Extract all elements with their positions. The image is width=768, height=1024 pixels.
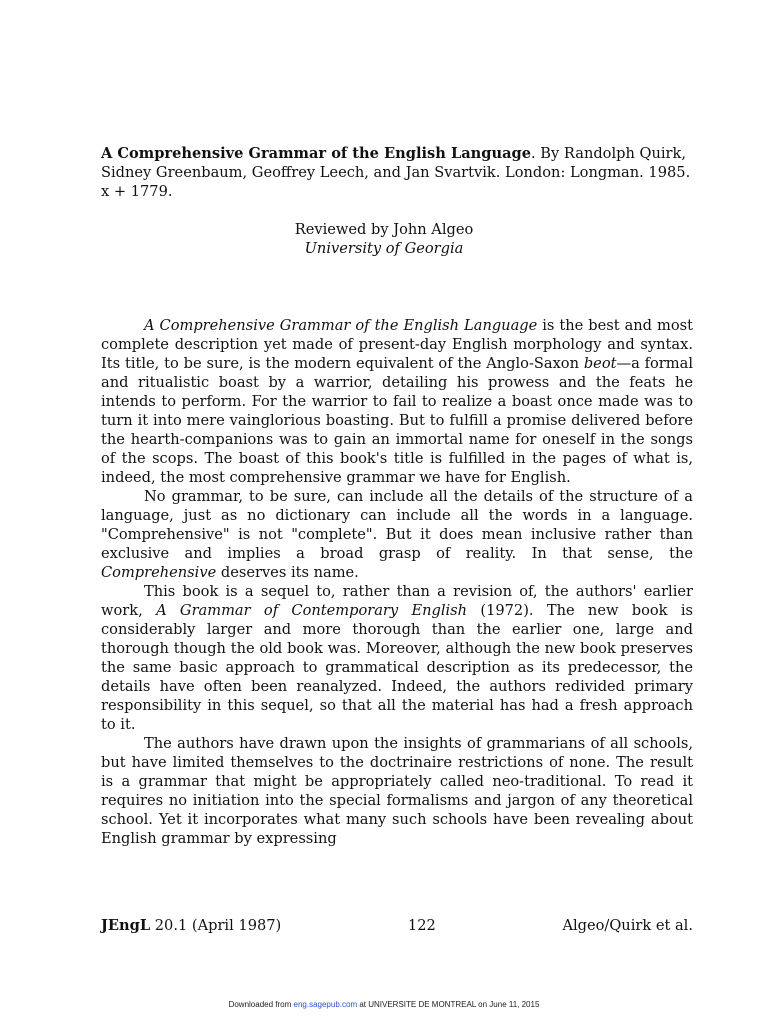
download-notice: Downloaded from eng.sagepub.com at UNIVERSITE DE MONTREAL on June 11, 2015 xyxy=(228,1000,540,1009)
paragraph-4: The authors have drawn upon the insights of grammarians of all schools, but have limited themselves to the doctrinaire restrictions of none. The result is a grammar that might be appropriately called neo-traditional. To read it requires no initiation into the special formalisms and jargon of any theoretical school. Yet it incorporates what many such schools have been revealing about English grammar by expressing xyxy=(101,735,693,847)
comprehensive-word: Comprehensive xyxy=(101,564,217,581)
running-head: Algeo/Quirk et al. xyxy=(562,917,693,934)
journal-name: JEngL xyxy=(101,917,151,934)
paragraph-2: No grammar, to be sure, can include all the details of the structure of a language, just as no dictionary can include all the words in a language. "Comprehensive" is not "complete". But it does mean inclusive rather than exclusive and implies a broad grasp of reality. In that sense, the Comprehensive deserves its name. xyxy=(101,488,693,581)
review-body xyxy=(101,316,693,848)
reviewer-name: Reviewed by John Algeo xyxy=(294,221,474,238)
beot-word: beot xyxy=(583,355,617,372)
source-link[interactable]: eng.sagepub.com xyxy=(293,1000,358,1009)
page-number: 122 xyxy=(407,917,436,934)
paragraph-1: A Comprehensive Grammar of the English Language is the best and most complete description yet made of present-day English morphology and syntax. Its title, to be sure, is the modern equivalent of the Anglo-Saxon beot—a formal and ritualistic boast by a warrior, detailing his prowess and the feats he intends to perform. For the warrior to fail to realize a boast once made was to turn it into mere vainglorious boasting. But to fulfill a promise delivered before the hearth-companions was to gain an immortal name for oneself in the songs of the scops. The boast of this book's title is fulfilled in the pages of what is, indeed, the most comprehensive grammar we have for English. xyxy=(101,317,693,486)
journal-issue: JEngL 20.1 (April 1987) xyxy=(101,917,282,934)
earlier-book-title: A Grammar of Contemporary English xyxy=(156,602,468,619)
book-citation xyxy=(101,144,693,201)
book-title-italic: A Comprehensive Grammar of the English Language xyxy=(144,317,538,334)
page-footer xyxy=(101,916,693,935)
reviewer-block xyxy=(0,220,768,258)
reviewer-affiliation: University of Georgia xyxy=(304,240,464,257)
citation-details: . By Randolph Quirk, Sidney Greenbaum, Geoffrey Leech, and Jan Svartvik. London: Longman. 1985. x + 1779. xyxy=(101,145,691,200)
book-title: A Comprehensive Grammar of the English Language xyxy=(101,145,532,162)
paragraph-3: This book is a sequel to, rather than a revision of, the authors' earlier work, A Grammar of Contemporary English (1972). The new book is considerably larger and more thorough than the earlier one, large and thorough though the old book was. Moreover, although the new book preserves the same basic approach to grammatical description as its predecessor, the details have often been reanalyzed. Indeed, the authors redivided primary responsibility in this sequel, so that all the material has had a fresh approach to it. xyxy=(101,583,693,733)
